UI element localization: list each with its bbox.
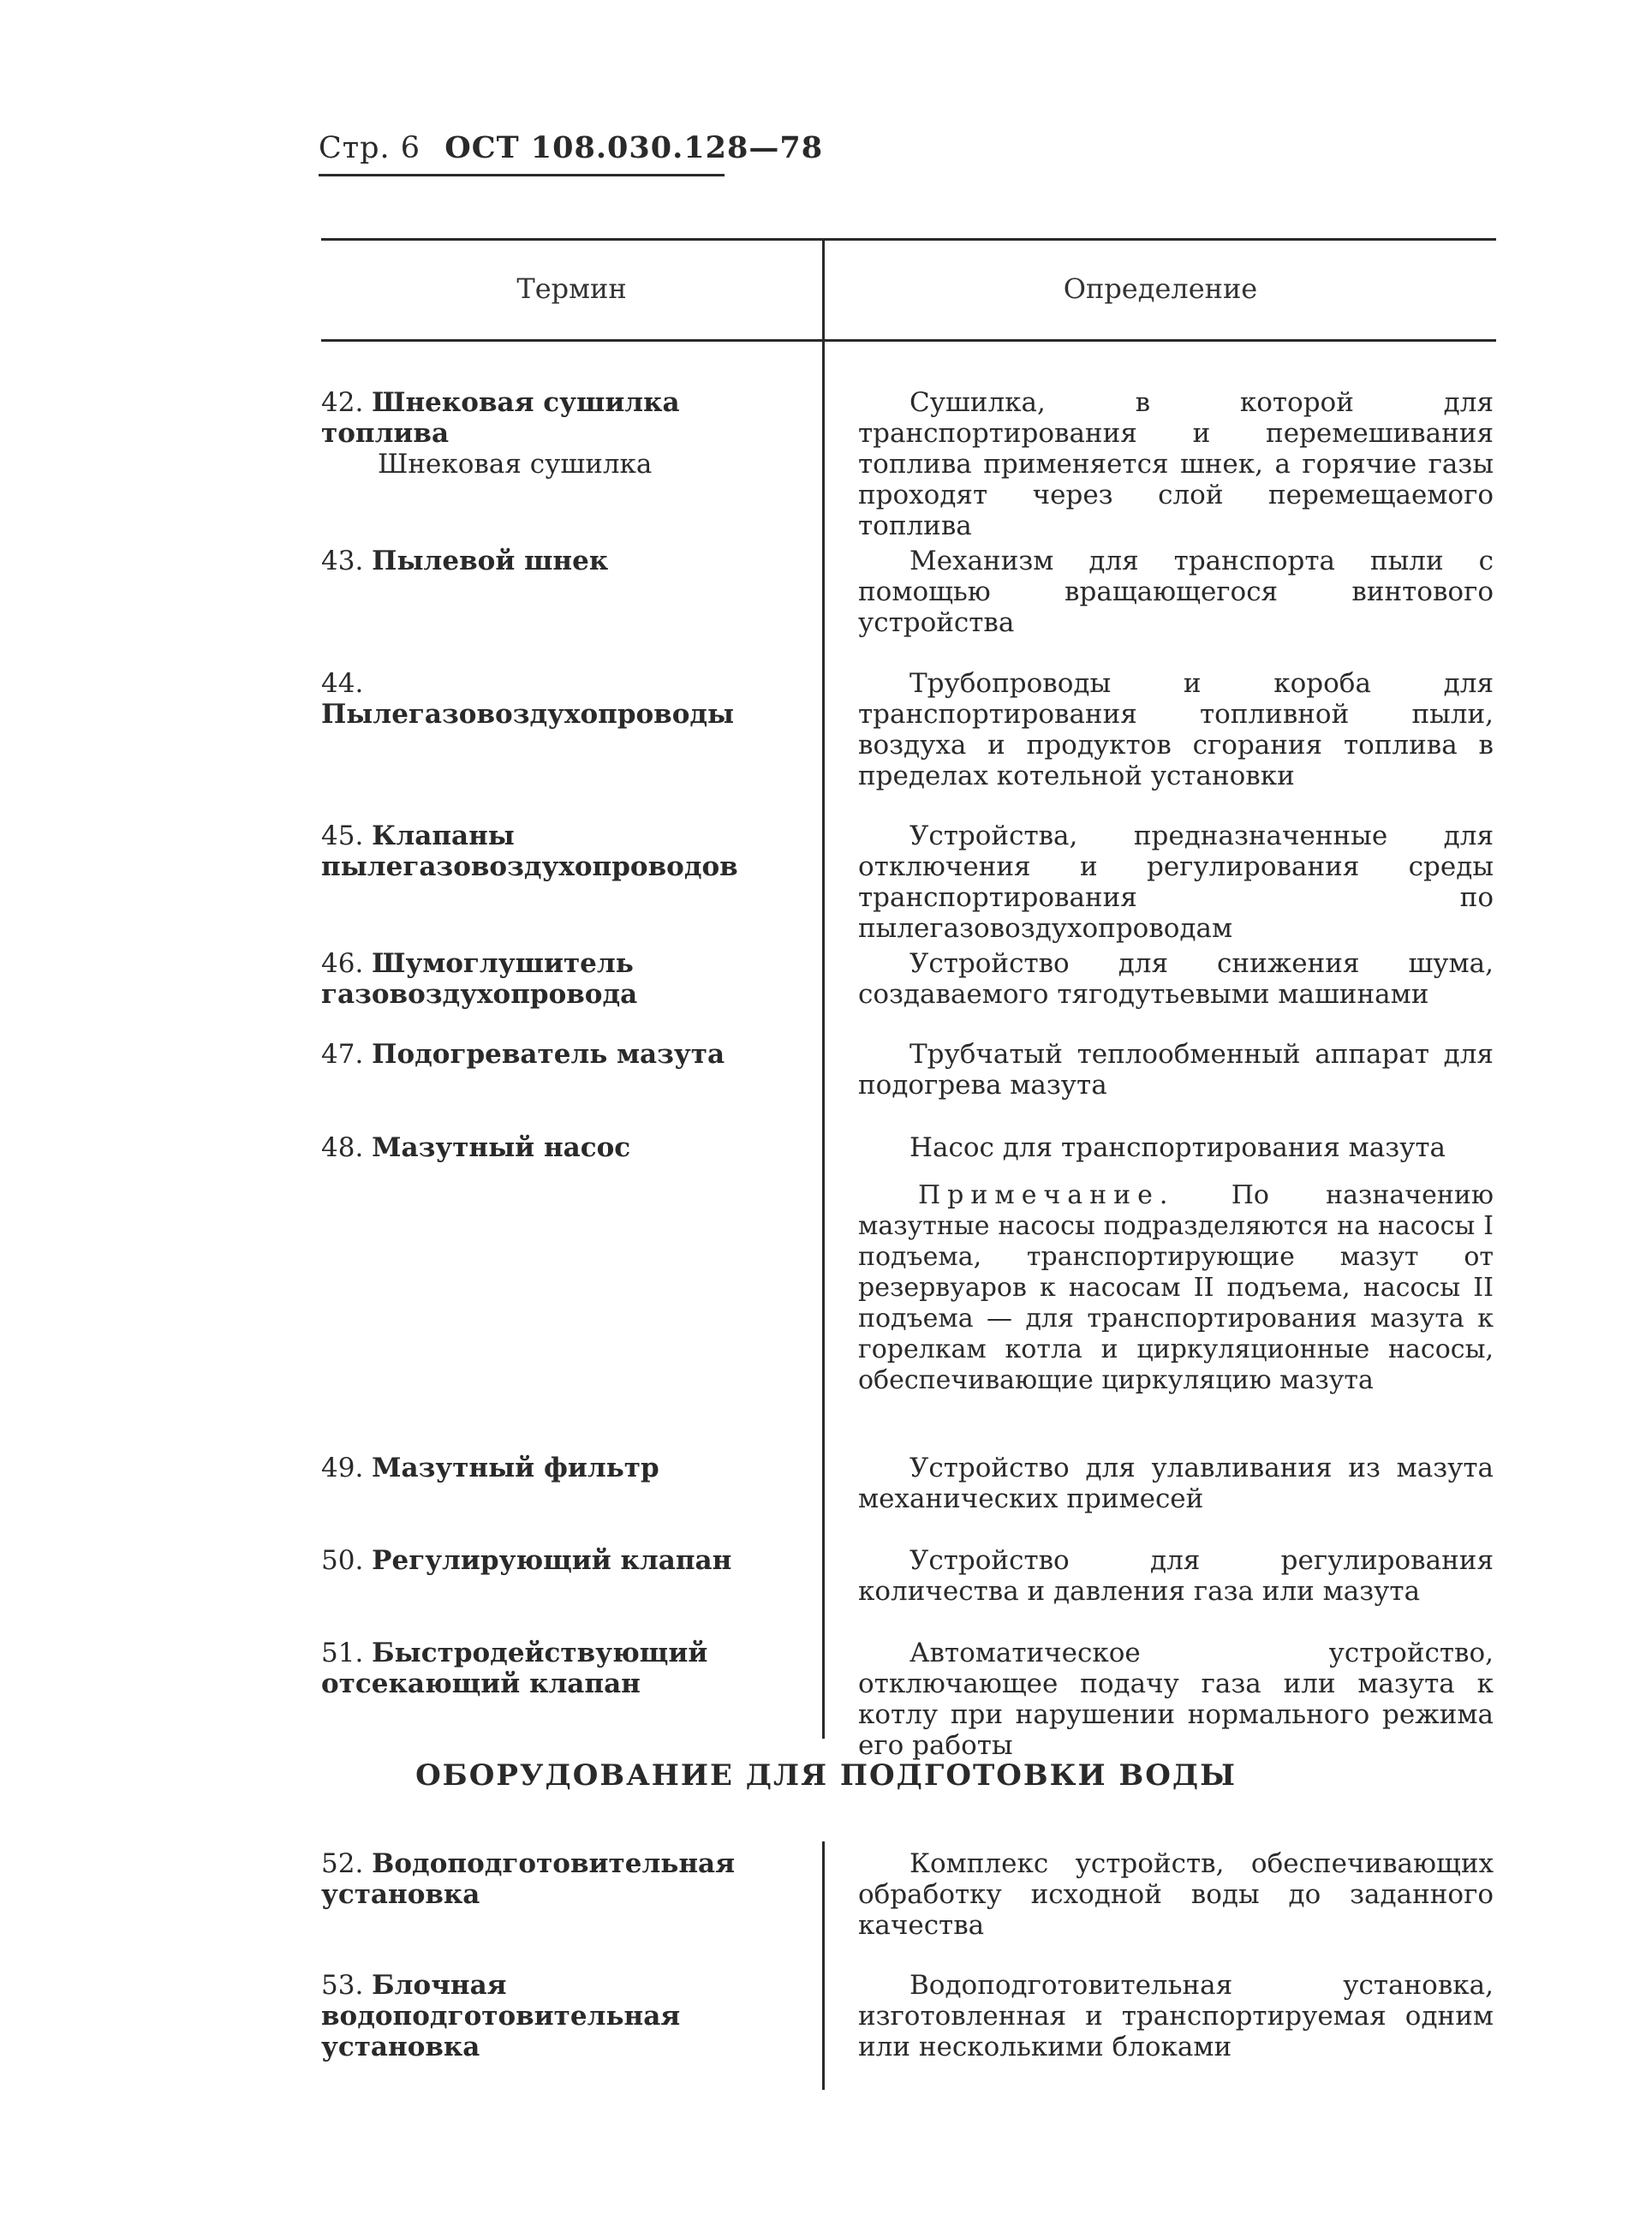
note-text: По назначению мазутные насосы подразделяются на насосы I подъема, транспортирующие мазут от резервуаров к насосам II подъема, насосы II подъема — для транспортирования мазута к горелкам котла и циркуляционные насосы, обеспечивающие циркуляцию мазута: [858, 1180, 1494, 1395]
column-divider: [822, 1841, 825, 2090]
table-row-term: 52. Водоподготовительная установка: [321, 1848, 736, 1910]
table-row-definition: Насос для транспортирования мазута: [909, 1132, 1446, 1163]
table-row-term: 47. Подогреватель мазута: [321, 1039, 725, 1070]
table-row-term: 48. Мазутный насос: [321, 1132, 631, 1163]
table-row-term: 50. Регулирующий клапан: [321, 1545, 732, 1576]
table-row-definition: Устройства, предназначенные для отключения и регулирования среды транспортирования по пылегазовоздухопроводам: [858, 821, 1494, 944]
column-divider: [822, 240, 825, 1739]
table-row-definition: Устройство для регулирования количества и давления газа или мазута: [858, 1545, 1494, 1607]
column-header-term: Термин: [516, 272, 627, 305]
page-number: Стр. 6: [319, 131, 421, 165]
table-row-term: 49. Мазутный фильтр: [321, 1453, 659, 1483]
table-row-definition: Автоматическое устройство, отключающее подачу газа или мазута к котлу при нарушении нормального режима его работы: [858, 1638, 1494, 1761]
table-row-term: 42. Шнековая сушилка топлива Шнековая сушилка: [321, 387, 680, 480]
table-row-note: [858, 1180, 1494, 1396]
table-row-term: 46. Шумоглушитель газовоздухопровода: [321, 948, 638, 1010]
page-header: [319, 130, 823, 165]
term-synonym: Шнековая сушилка: [378, 449, 653, 480]
table-row-definition: Устройство для улавливания из мазута механических примесей: [858, 1453, 1494, 1514]
table-row-definition: Устройство для снижения шума, создаваемого тягодутьевыми машинами: [858, 948, 1494, 1010]
table-row-term: 51. Быстродействующий отсекающий клапан: [321, 1638, 708, 1699]
table-row-definition: Водоподготовительная установка, изготовленная и транспортируемая одним или несколькими блоками: [858, 1970, 1494, 2062]
table-row-definition: Трубчатый теплообменный аппарат для подогрева мазута: [858, 1039, 1494, 1101]
table-row-term: 45. Клапаны пылегазовоздухопроводов: [321, 821, 738, 882]
header-underline: [319, 174, 725, 176]
column-header-definition: Определение: [1063, 272, 1258, 305]
table-row-definition: Механизм для транспорта пыли с помощью вращающегося винтового устройства: [858, 546, 1494, 638]
table-top-rule: [321, 238, 1496, 241]
table-row-term: 53. Блочная водоподготовительная установка: [321, 1970, 681, 2062]
table-row-definition: Трубопроводы и короба для транспортирования топливной пыли, воздуха и продуктов сгорания топлива в пределах котельной установки: [858, 668, 1494, 791]
table-row-definition: Комплекс устройств, обеспечивающих обработку исходной воды до заданного качества: [858, 1848, 1494, 1941]
table-row-term: 43. Пылевой шнек: [321, 546, 609, 576]
table-head-rule: [321, 339, 1496, 342]
section-title: ОБОРУДОВАНИЕ ДЛЯ ПОДГОТОВКИ ВОДЫ: [415, 1758, 1237, 1793]
table-row-term: 44. Пылегазовоздухопроводы: [321, 668, 735, 730]
note-label: Примечание.: [918, 1180, 1175, 1210]
standard-code: ОСТ 108.030.128—78: [444, 130, 824, 165]
table-row-definition: Сушилка, в которой для транспортирования и перемешивания топлива применяется шнек, а горячие газы проходят через слой перемещаемого топлива: [858, 387, 1494, 541]
